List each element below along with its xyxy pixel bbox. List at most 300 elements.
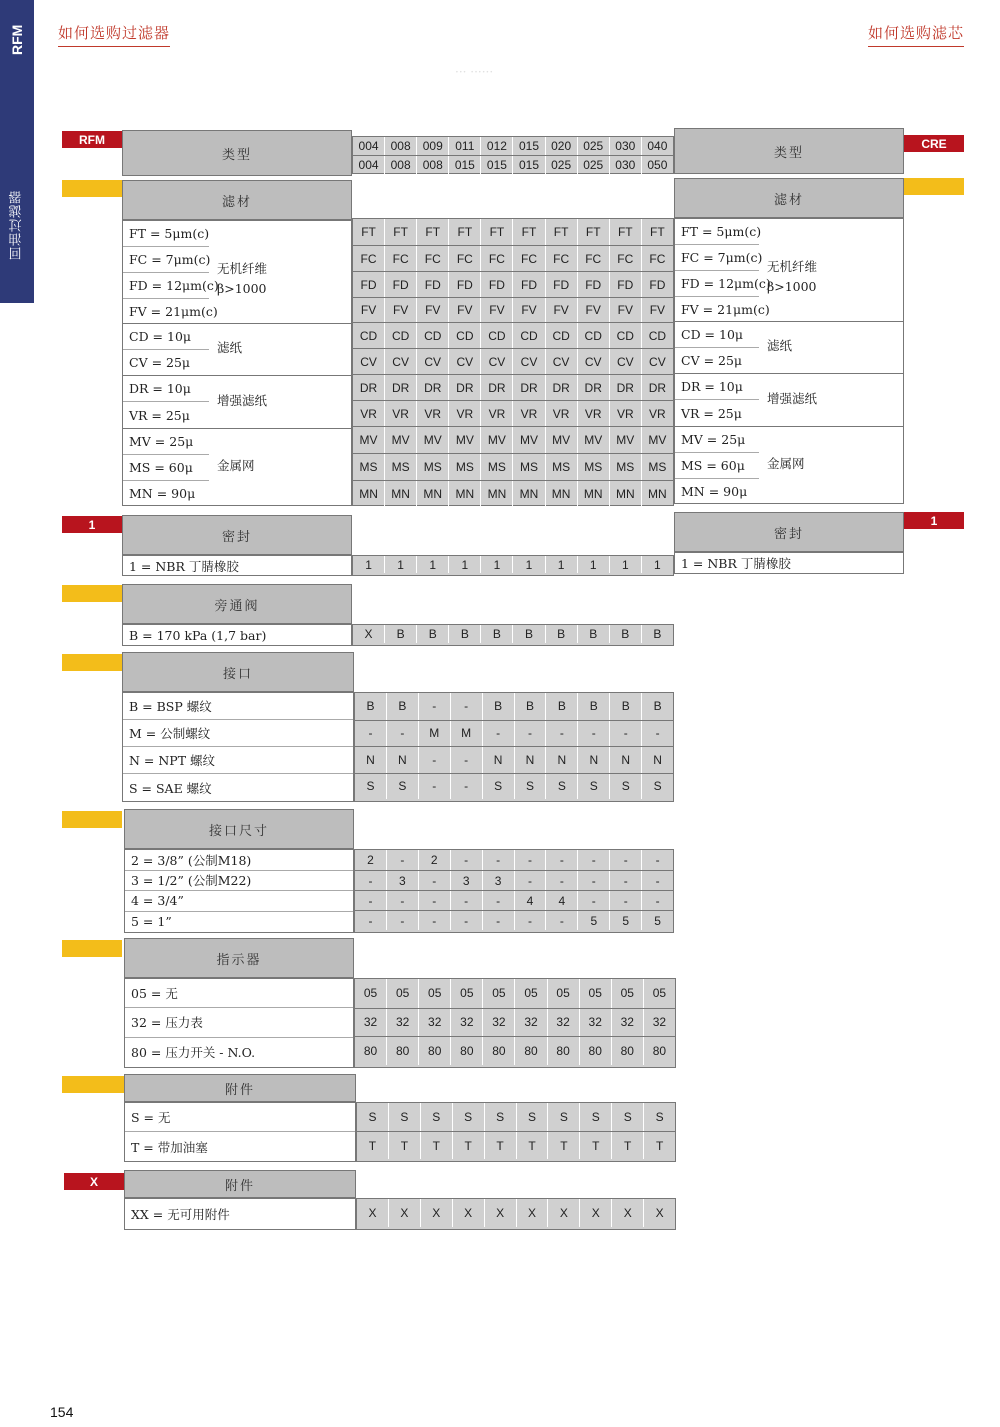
code-cell: 2 [367,853,374,867]
type-code: 008 [416,156,448,174]
code-cell: B [577,693,609,720]
code-cell: VR [641,401,673,426]
code-cell: N [514,747,546,773]
code-row [355,720,673,747]
code-cell: T [611,1132,643,1159]
indicator-header: 指示器 [124,938,354,978]
code-cell: S [611,1103,643,1131]
code-cell: S [484,1103,516,1131]
code-row [355,910,673,930]
code-cell: FD [360,277,377,292]
code-cell: - [386,721,418,747]
code-cell: B [577,625,609,643]
code-cell: FV [416,298,448,322]
code-cell: - [386,911,418,930]
code-cell: 80 [611,1037,643,1065]
tag-accessory [62,1076,124,1093]
code-cell: DR [577,375,609,400]
code-cell: VR [416,401,448,426]
option-label: 3 = 1/2” (公制M22) [125,871,353,892]
accessory2-codes [356,1198,676,1230]
code-cell: T [368,1138,377,1153]
media-label-right: FV = 21μm(c) [681,301,770,317]
code-row [355,979,675,1008]
media-label-right: MS = 60μ [675,453,759,479]
code-cell: T [579,1132,611,1159]
code-cell: B [545,693,577,720]
code-cell: - [577,850,609,870]
code-cell: S [547,1103,579,1131]
code-cell: VR [577,401,609,426]
page-number: 154 [50,1404,74,1420]
code-cell: B [545,625,577,643]
code-cell: S [516,1103,548,1131]
code-cell: DR [359,380,378,395]
code-cell: VR [545,401,577,426]
code-row [355,870,673,890]
code-cell: - [450,850,482,870]
code-cell: B [386,693,418,720]
sidebar-brand: RFM [9,24,25,56]
type-row-1 [353,137,673,155]
media-group-desc: 滤纸 [217,340,243,355]
code-cell: MN [416,481,448,506]
code-cell: B [480,625,512,643]
code-cell: S [643,1103,675,1131]
code-cell: 80 [450,1037,482,1065]
type-code: 040 [641,137,673,155]
code-cell: N [545,747,577,773]
code-cell: 3 [386,871,418,890]
code-cell: - [482,721,514,747]
tag-size [62,811,122,828]
code-cell: FT [480,219,512,245]
bypass-labels [122,624,352,646]
code-cell: DR [480,375,512,400]
code-cell: VR [448,401,480,426]
code-cell: - [450,774,482,800]
code-cell: MV [416,427,448,453]
code-cell: FT [448,219,480,245]
media-label-right: DR = 10μ [675,374,759,400]
type-code: 030 [609,137,641,155]
code-cell: FD [512,272,544,297]
media-code-row [353,348,673,374]
code-cell: 32 [643,1009,675,1037]
code-cell: 80 [363,1044,378,1059]
media-code-row [353,245,673,271]
code-cell: MN [609,481,641,506]
code-cell: 1 [609,556,641,573]
code-cell: 3 [450,871,482,890]
port-codes [354,692,674,802]
code-cell: DR [512,375,544,400]
accessory-header: 附件 [124,1074,356,1102]
code-cell: MS [609,454,641,480]
code-cell: 80 [514,1037,546,1065]
code-cell: 1 [545,556,577,573]
code-cell: FD [641,272,673,297]
code-cell: B [609,693,641,720]
code-cell: 1 [512,556,544,573]
code-cell: 3 [482,871,514,890]
code-cell: FV [448,298,480,322]
bypass-header: 旁通阀 [122,584,352,624]
option-label: S = 无 [125,1103,355,1132]
code-cell: FD [448,272,480,297]
code-cell: CV [384,349,416,374]
code-cell: B [609,625,641,643]
code-cell: 32 [611,1009,643,1037]
code-cell: MV [512,427,544,453]
code-cell: MS [512,454,544,480]
media-codes [352,218,674,506]
tag-indicator [62,940,122,957]
code-cell: - [450,911,482,930]
media-label: MS = 60μ [123,455,209,481]
bypass-codes [352,624,674,646]
code-cell: FV [609,298,641,322]
code-cell: 05 [611,979,643,1008]
code-cell: - [418,774,450,800]
code-cell: FC [512,246,544,271]
code-cell: - [418,891,450,910]
code-cell: CV [480,349,512,374]
header-left-title: 如何选购过滤器 [58,22,170,47]
media-label: CV = 25μ [129,355,191,370]
type-code: 009 [416,137,448,155]
type-header: 类型 [122,130,352,176]
code-cell: CV [577,349,609,374]
type-code: 030 [609,156,641,174]
code-cell: CD [609,323,641,348]
type-row-2 [353,155,673,174]
type-header-right: 类型 [674,128,904,174]
code-cell: MV [480,427,512,453]
code-cell: MN [577,481,609,506]
media-labels-left [122,220,352,506]
code-cell: - [577,891,609,910]
media-code-row [353,271,673,297]
code-cell: - [418,871,450,890]
code-cell: - [418,693,450,720]
code-cell: X [368,1206,377,1220]
code-cell: 1 [384,556,416,573]
code-cell: 32 [450,1009,482,1037]
media-label-right: FT = 5μm(c) [675,219,759,245]
option-label: 32 = 压力表 [125,1008,353,1037]
code-row [357,1103,675,1131]
code-cell: MV [545,427,577,453]
code-cell: FC [360,251,377,266]
code-cell: B [482,693,514,720]
media-code-row [353,453,673,480]
tag-media-left [62,180,122,197]
code-cell: FT [512,219,544,245]
code-cell: CD [384,323,416,348]
media-code-row [353,322,673,348]
option-label: 4 = 3/4” [125,891,353,912]
code-cell: 32 [418,1009,450,1037]
code-cell: MS [448,454,480,480]
code-cell: MS [384,454,416,480]
option-label: B = BSP 螺纹 [123,693,353,720]
accessory2-labels [124,1198,356,1230]
code-cell: MV [359,433,378,447]
media-code-row [353,400,673,426]
code-cell: - [609,891,641,910]
code-row [353,556,673,573]
code-cell: 1 [577,556,609,573]
code-cell: - [514,721,546,747]
type-code: 050 [641,156,673,174]
media-label-right: FC = 7μm(c) [675,245,759,271]
code-cell: MN [641,481,673,506]
code-cell: CV [448,349,480,374]
code-cell: M [450,721,482,747]
code-cell: - [577,721,609,747]
type-code: 020 [545,137,577,155]
code-cell: CD [545,323,577,348]
code-cell: CV [416,349,448,374]
code-row [355,1008,675,1037]
code-cell: MS [641,454,673,480]
code-cell: CD [480,323,512,348]
code-cell: 80 [386,1037,418,1065]
type-code: 015 [512,156,544,174]
code-cell: X [643,1199,675,1227]
seal-label-right: 1 = NBR 丁腈橡胶 [681,556,791,571]
code-cell: B [448,625,480,643]
media-label: FC = 7μm(c) [123,247,209,273]
code-cell: T [484,1132,516,1159]
size-codes [354,849,674,933]
media-group-desc-right: 增强滤纸 [767,391,818,406]
code-cell: 80 [482,1037,514,1065]
media-group-desc-right: 滤纸 [767,338,793,353]
media-code-row [353,426,673,453]
code-cell: N [577,747,609,773]
code-cell: FV [545,298,577,322]
code-cell: B [384,625,416,643]
code-cell: MS [480,454,512,480]
type-code: 008 [384,156,416,174]
code-cell: - [514,871,546,890]
code-cell: FV [480,298,512,322]
indicator-codes [354,978,676,1068]
code-cell: S [577,774,609,800]
code-cell: N [482,747,514,773]
code-cell: MV [448,427,480,453]
seal-header-right: 密封 [674,512,904,552]
media-group-desc-right [767,257,817,297]
code-cell: MV [609,427,641,453]
code-cell: FT [384,219,416,245]
media-group-desc [217,259,267,299]
option-label: 80 = 压力开关 - N.O. [131,1045,256,1061]
desc-line: 无机纤维 [767,259,818,274]
code-cell: X [420,1199,452,1227]
code-row [355,1036,675,1065]
tag-x: X [64,1173,124,1190]
code-cell: CD [577,323,609,348]
code-cell: - [545,871,577,890]
code-cell: FT [361,225,376,239]
code-cell: N [366,752,375,767]
code-cell: 5 [609,911,641,930]
option-label: T = 带加油塞 [131,1139,208,1155]
media-label-right: FD = 12μm(c) [675,271,759,297]
code-cell: T [516,1132,548,1159]
code-cell: X [547,1199,579,1227]
code-cell: CD [416,323,448,348]
option-label: 05 = 无 [125,979,353,1008]
code-cell: S [641,774,673,800]
size-labels [124,849,354,933]
code-cell: - [609,721,641,747]
code-row [355,773,673,800]
code-cell: - [641,871,673,890]
tag-bypass [62,585,122,602]
type-code: 011 [448,137,480,155]
port-header: 接口 [122,652,354,692]
option-label: N = NPT 螺纹 [123,747,353,774]
code-cell: 5 [641,911,673,930]
code-cell: X [388,1199,420,1227]
media-label: MN = 90μ [129,485,196,501]
code-cell: S [386,774,418,800]
code-cell: B [641,693,673,720]
code-cell: T [452,1132,484,1159]
media-group-desc: 金属网 [217,458,255,473]
code-cell: S [388,1103,420,1131]
code-cell: FV [577,298,609,322]
type-code: 025 [545,156,577,174]
code-cell: T [388,1132,420,1159]
code-cell: - [482,911,514,930]
code-cell: 05 [643,979,675,1008]
code-cell: FD [577,272,609,297]
accessory-labels [124,1102,356,1162]
code-cell: VR [384,401,416,426]
code-cell: VR [512,401,544,426]
code-cell: 1 [416,556,448,573]
code-cell: 1 [448,556,480,573]
code-cell: - [641,891,673,910]
code-cell: S [368,1110,377,1124]
code-cell: FT [609,219,641,245]
code-cell: 32 [482,1009,514,1037]
code-row [353,625,673,643]
code-cell: FC [480,246,512,271]
code-cell: CV [609,349,641,374]
code-cell: - [368,873,373,888]
media-labels-right [674,218,904,504]
media-label-right: CD = 10μ [675,322,759,348]
option-label: M = 公制螺纹 [123,720,353,747]
code-cell: 32 [386,1009,418,1037]
code-cell: S [545,774,577,800]
seal-codes [352,555,674,576]
code-cell: FC [545,246,577,271]
code-cell: MN [545,481,577,506]
code-row [355,746,673,773]
code-cell: 32 [363,1015,378,1030]
code-cell: 05 [386,979,418,1008]
code-cell: 80 [579,1037,611,1065]
type-code: 004 [358,139,379,153]
type-code: 008 [384,137,416,155]
sidebar-category: 回油过滤器 [9,190,25,260]
code-cell: MS [416,454,448,480]
code-cell: VR [609,401,641,426]
code-cell: 4 [545,891,577,910]
code-cell: - [545,911,577,930]
media-label-right: MV = 25μ [675,427,759,453]
code-cell: - [368,893,373,908]
desc-line: β>1000 [767,279,817,294]
code-cell: FC [416,246,448,271]
code-cell: N [386,747,418,773]
code-cell: DR [416,375,448,400]
tag-cre: CRE [904,135,964,152]
code-cell: - [418,747,450,773]
code-cell: CD [359,328,378,343]
code-cell: S [452,1103,484,1131]
media-label-right: MN = 90μ [681,483,748,499]
code-cell: 80 [547,1037,579,1065]
code-cell: - [450,891,482,910]
code-cell: FV [384,298,416,322]
code-row [355,890,673,910]
code-cell: 32 [514,1009,546,1037]
code-cell: 1 [480,556,512,573]
seal-label: 1 = NBR 丁腈橡胶 [129,558,239,574]
type-code: 015 [512,137,544,155]
code-cell: S [514,774,546,800]
tag-rfm: RFM [62,131,122,148]
bypass-label: B = 170 kPa (1,7 bar) [129,627,267,643]
code-cell: FD [384,272,416,297]
code-cell: X [484,1199,516,1227]
seal-header: 密封 [122,515,352,555]
desc-line: β>1000 [217,281,267,296]
code-cell: X [516,1199,548,1227]
code-cell: B [416,625,448,643]
size-header: 接口尺寸 [124,809,354,849]
tag-seal-left: 1 [62,516,122,533]
option-label: XX = 无可用附件 [131,1207,230,1222]
code-cell: MN [512,481,544,506]
seal-labels-right [674,552,904,574]
code-cell: FT [545,219,577,245]
accessory2-header: 附件 [124,1170,356,1198]
code-cell: - [609,850,641,870]
type-codes [352,136,674,174]
code-cell: MN [384,481,416,506]
option-label: S = SAE 螺纹 [129,780,212,796]
media-code-row [353,297,673,322]
code-cell: X [452,1199,484,1227]
code-cell: FT [641,219,673,245]
code-cell: FT [416,219,448,245]
code-cell: DR [448,375,480,400]
code-cell: X [611,1199,643,1227]
code-cell: 1 [641,556,673,573]
code-cell: - [514,850,546,870]
code-cell: - [514,911,546,930]
code-cell: FD [609,272,641,297]
